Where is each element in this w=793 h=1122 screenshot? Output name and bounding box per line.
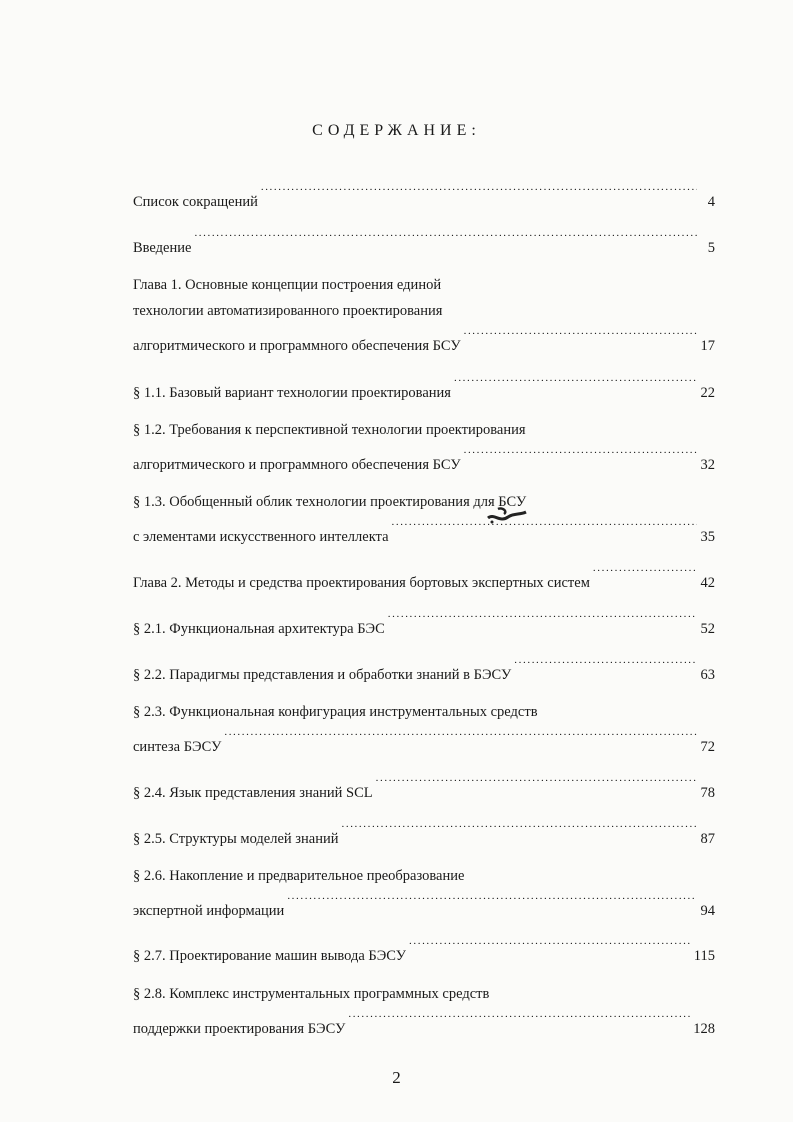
toc-entry <box>133 934 715 969</box>
toc-entry-page: 115 <box>693 948 715 964</box>
toc-entry-line: Введение <box>133 240 192 256</box>
toc-entry-row <box>133 1007 715 1042</box>
toc-entry <box>133 863 715 924</box>
toc-entry-line: § 1.2. Требования к перспективной технологии проектирования <box>133 422 526 438</box>
toc-entry <box>133 699 715 760</box>
toc-entry-line: технологии автоматизированного проектирования <box>133 303 443 319</box>
toc-entry-line: § 2.3. Функциональная конфигурация инструментальных средств <box>133 704 538 720</box>
toc-entry <box>133 489 715 550</box>
toc-entry <box>133 561 715 596</box>
toc-entry-page: 42 <box>700 575 715 591</box>
dot-leader <box>392 515 698 541</box>
toc-entry-line: § 2.6. Накопление и предварительное преобразование <box>133 868 465 884</box>
toc-entry-line: алгоритмического и программного обеспечения БСУ <box>133 457 461 473</box>
dot-leader <box>464 324 697 350</box>
toc-entry-row <box>133 180 715 215</box>
toc-entry-page: 22 <box>700 385 715 401</box>
toc-entry-page: 78 <box>700 785 715 801</box>
dot-leader <box>224 725 697 751</box>
toc-entry-page: 5 <box>707 240 715 256</box>
toc-title: СОДЕРЖАНИЕ: <box>312 122 481 139</box>
dot-leader <box>348 1007 691 1033</box>
toc-entry-line: § 1.3. Обобщенный облик технологии проектирования для БСУ <box>133 494 527 510</box>
toc-entry <box>133 771 715 806</box>
toc-entry-line: § 1.1. Базовый вариант технологии проектирования <box>133 385 451 401</box>
toc-entry <box>133 371 715 406</box>
toc-entry <box>133 417 715 478</box>
toc-entry-row <box>133 226 715 261</box>
toc-entry-line: § 2.8. Комплекс инструментальных программных средств <box>133 986 490 1002</box>
dot-leader <box>593 561 697 587</box>
toc-entry-page: 17 <box>700 338 715 354</box>
toc-entry-page: 94 <box>700 903 715 919</box>
dot-leader <box>287 889 697 915</box>
dot-leader <box>376 771 697 797</box>
toc-entry <box>133 607 715 642</box>
toc-entry-line: § 2.1. Функциональная архитектура БЭС <box>133 621 385 637</box>
dot-leader <box>464 443 697 469</box>
toc-entry-row <box>133 771 715 806</box>
toc-entry-page: 52 <box>700 621 715 637</box>
toc-entry-page: 72 <box>700 739 715 755</box>
dot-leader <box>388 607 697 633</box>
ink-smudge <box>482 503 530 527</box>
page-number: 2 <box>392 1068 401 1087</box>
toc-entry <box>133 180 715 215</box>
toc-entry-row <box>133 889 715 924</box>
toc-entry-page: 63 <box>700 667 715 683</box>
toc-entry-page: 4 <box>707 194 715 210</box>
toc-entry-page: 128 <box>693 1021 715 1037</box>
toc-entry-line: § 2.2. Парадигмы представления и обработки знаний в БЭСУ <box>133 667 512 683</box>
toc-entry-line: с элементами искусственного интеллекта <box>133 529 389 545</box>
toc-entry-line: алгоритмического и программного обеспечения БСУ <box>133 338 461 354</box>
toc-entry-line: Глава 2. Методы и средства проектирования бортовых экспертных систем <box>133 575 590 591</box>
toc-entry-row <box>133 561 715 596</box>
dot-leader <box>514 653 697 679</box>
toc-entry-row <box>133 324 715 359</box>
toc-entry-line: § 2.4. Язык представления знаний SCL <box>133 785 373 801</box>
toc-entry-line: § 2.7. Проектирование машин вывода БЭСУ <box>133 948 407 964</box>
toc-entry-row <box>133 515 715 550</box>
toc-entry-line: поддержки проектирования БЭСУ <box>133 1021 346 1037</box>
dot-leader <box>454 371 697 397</box>
toc-entry-line: экспертной информации <box>133 903 285 919</box>
toc-entry <box>133 817 715 852</box>
toc-entry-row <box>133 653 715 688</box>
dot-leader <box>342 817 698 843</box>
toc-entry <box>133 653 715 688</box>
toc-entry <box>133 981 715 1042</box>
toc-entry-page: 35 <box>700 529 715 545</box>
toc-entry <box>133 272 715 359</box>
dot-leader <box>261 180 697 206</box>
toc-entry <box>133 226 715 261</box>
toc-entry-row <box>133 371 715 406</box>
dot-leader <box>409 934 692 960</box>
toc-entry-line: Глава 1. Основные концепции построения единой <box>133 277 442 293</box>
toc-entry-row <box>133 725 715 760</box>
toc-entry-row <box>133 934 715 969</box>
toc-entry-row <box>133 443 715 478</box>
toc-entry-line: Список сокращений <box>133 194 258 210</box>
toc-entry-page: 87 <box>700 831 715 847</box>
toc-entry-row <box>133 817 715 852</box>
dot-leader <box>194 226 697 252</box>
toc-entry-line: синтеза БЭСУ <box>133 739 222 755</box>
toc-entry-page: 32 <box>700 457 715 473</box>
toc-entry-row <box>133 607 715 642</box>
toc-entry-line: § 2.5. Структуры моделей знаний <box>133 831 339 847</box>
